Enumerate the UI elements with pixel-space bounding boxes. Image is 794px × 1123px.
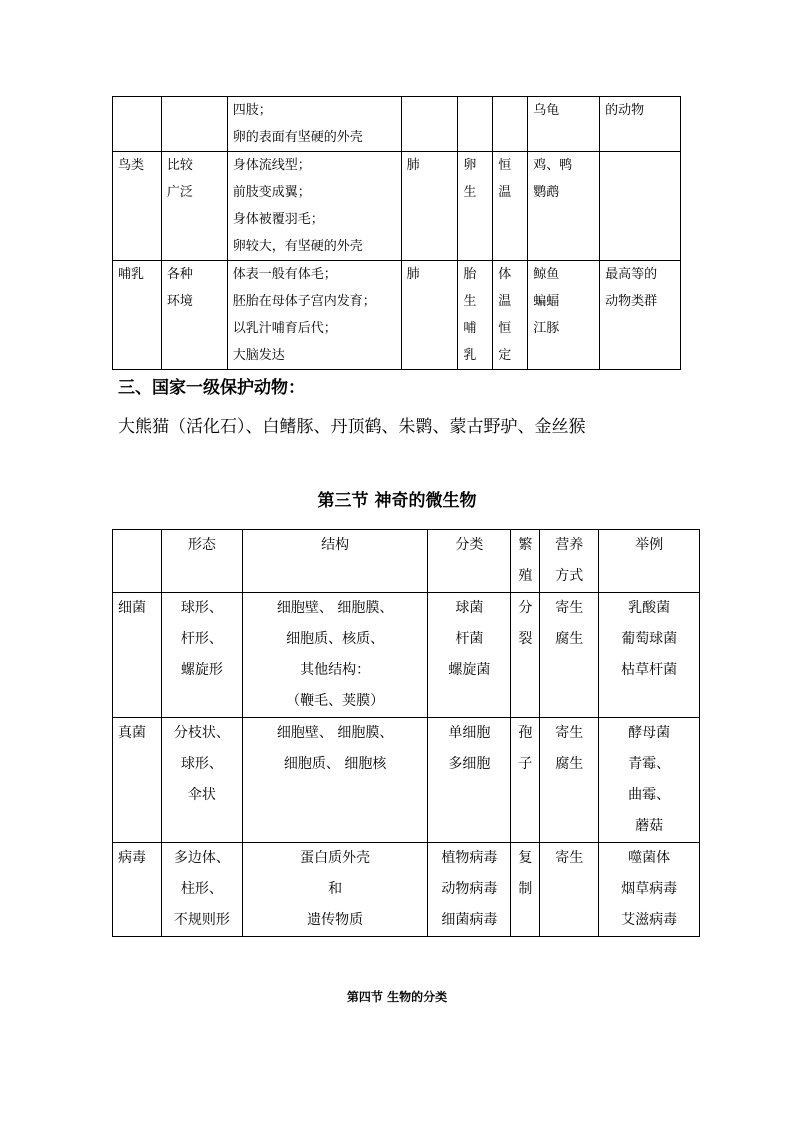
cell-line: 蘑菇 [635,818,664,834]
cell-line: 定 [498,348,512,363]
cell-line: 酵母菌 [628,725,671,741]
cell-line: 细胞质、核质、 [286,631,385,647]
table-cell [528,152,600,261]
cell-line: 制 [518,881,533,897]
cell-line: 曲霉、 [628,787,671,803]
cell-line: 复 [518,850,533,866]
table-cell [599,843,700,937]
cell-line: 多细胞 [448,756,491,772]
table-cell [227,97,401,152]
table-cell [113,97,162,152]
table-cell [401,261,458,370]
cell-line: 球形、 [180,756,223,772]
cell-line: 腐生 [555,756,584,772]
cell-line: 螺旋菌 [448,662,491,678]
table-cell [161,843,242,937]
cell-line: 身体流线型； [232,158,311,173]
cell-line: 球形、 [180,600,223,616]
cell-line: 分 [518,600,533,616]
cell-line: 鸟类 [118,158,145,173]
cell-line: 腐生 [555,631,584,647]
table-cell [528,97,600,152]
protected-animals-list: 大熊猫（活化石）、白鳍豚、丹顶鹤、朱鹮、蒙古野驴、金丝猴 [118,417,586,437]
cell-line: 江豚 [533,321,560,336]
section-heading: 三、国家一级保护动物： [118,378,305,398]
table-cell [540,843,599,937]
table-cell [493,152,528,261]
table-cell [540,718,599,843]
cell-line: 分枝状、 [173,725,230,741]
table-cell [493,97,528,152]
cell-line: 胎 [463,267,477,282]
cell-line: 形态 [187,537,216,553]
cell-line: 最高等的 [605,267,658,282]
table-cell [113,593,162,718]
cell-line: 青霉、 [628,756,671,772]
header-cell [540,530,599,593]
cell-line: 卵较大，有坚硬的外壳 [232,239,363,254]
cell-line: 殖 [518,568,533,584]
table-cell [242,843,428,937]
header-cell [113,530,162,593]
table-cell [161,261,227,370]
cell-line: 的动物 [605,103,645,118]
header-cell [428,530,511,593]
cell-line: 方式 [555,568,584,584]
cell-line: 前肢变成翼； [232,185,311,200]
cell-line: 伞状 [187,787,216,803]
header-cell [599,530,700,593]
table-row [113,261,681,370]
header-cell [242,530,428,593]
table-cell [428,593,511,718]
cell-line: 恒 [498,321,512,336]
cell-line: 和 [328,881,343,897]
table-cell [227,261,401,370]
cell-line: 杆形、 [180,631,223,647]
cell-line: 裂 [518,631,533,647]
cell-line: 生 [463,294,477,309]
table-cell [161,718,242,843]
section-title-microorganisms: 第三节 神奇的微生物 [317,491,477,511]
cell-line: 哺 [463,321,477,336]
cell-line: 鹦鹉 [533,185,560,200]
table-cell [161,152,227,261]
cell-line: 乳 [463,348,477,363]
cell-line: 不规则形 [173,912,230,928]
table-cell [113,261,162,370]
table-cell [401,97,458,152]
section-title-classification: 第四节 生物的分类 [346,990,448,1004]
cell-line: 葡萄球菌 [621,631,678,647]
cell-line: 单细胞 [448,725,491,741]
cell-line: 举例 [635,537,664,553]
cell-line: 结构 [321,537,350,553]
cell-line: 生 [463,185,477,200]
cell-line: 比较 [166,158,193,173]
table-row [113,718,700,843]
table-cell [599,718,700,843]
cell-line: 病毒 [118,850,146,866]
table-cell [528,261,600,370]
microorganism-table [112,529,700,937]
table-cell [428,843,511,937]
cell-line: 螺旋形 [180,662,223,678]
cell-line: 肺 [406,158,420,173]
cell-line: 卵的表面有坚硬的外壳 [232,130,363,145]
table-cell [113,718,162,843]
cell-line: 柱形、 [180,881,223,897]
cell-line: 动物类群 [605,294,658,309]
cell-line: 卵 [463,158,477,173]
table-cell [458,261,493,370]
table-cell [242,593,428,718]
table-cell [493,261,528,370]
cell-line: 哺乳 [118,267,145,282]
cell-line: 寄生 [555,850,584,866]
cell-line: 各种 [166,267,193,282]
cell-line: 植物病毒 [441,850,498,866]
cell-line: 乳酸菌 [628,600,671,616]
cell-line: 其他结构： [300,662,371,678]
table-cell [227,152,401,261]
cell-line: 寄生 [555,600,584,616]
cell-line: 枯草杆菌 [621,662,678,678]
cell-line: 艾滋病毒 [621,912,678,928]
table-cell [600,97,681,152]
cell-line: 多边体、 [173,850,230,866]
cell-line: 烟草病毒 [621,881,678,897]
cell-line: 细胞质、 细胞核 [283,756,387,772]
table-cell [540,593,599,718]
header-cell [511,530,540,593]
cell-line: 温 [498,294,512,309]
cell-line: 动物病毒 [441,881,498,897]
cell-line: 噬菌体 [628,850,671,866]
table-cell [113,152,162,261]
cell-line: 分类 [455,537,484,553]
cell-line: （鞭毛、荚膜） [286,693,385,709]
cell-line: 环境 [166,294,193,309]
table-row [113,97,681,152]
table-cell [599,593,700,718]
cell-line: 蝙蝠 [533,294,560,309]
table-cell [511,593,540,718]
cell-line: 恒 [498,158,512,173]
cell-line: 体 [498,267,512,282]
cell-line: 以乳汁哺育后代； [232,321,337,336]
cell-line: 细胞壁、 细胞膜、 [276,600,394,616]
cell-line: 细胞壁、 细胞膜、 [276,725,394,741]
cell-line: 肺 [406,267,420,282]
table-cell [458,97,493,152]
cell-line: 鸡、鸭 [533,158,573,173]
table-cell [113,843,162,937]
cell-line: 营养 [555,537,584,553]
cell-line: 真菌 [118,725,146,741]
table-cell [511,843,540,937]
cell-line: 蛋白质外壳 [300,850,371,866]
table-cell [511,718,540,843]
cell-line: 繁 [518,537,533,553]
cell-line: 杆菌 [455,631,484,647]
animal-classification-table [112,96,681,370]
table-cell [600,261,681,370]
cell-line: 球菌 [455,600,484,616]
cell-line: 孢 [518,725,533,741]
cell-line: 子 [518,756,533,772]
cell-line: 寄生 [555,725,584,741]
table-cell [428,718,511,843]
table-cell [600,152,681,261]
cell-line: 胚胎在母体子宫内发育； [232,294,376,309]
cell-line: 乌龟 [533,103,560,118]
cell-line: 广泛 [166,185,193,200]
cell-line: 四肢； [232,103,272,118]
cell-line: 体表一般有体毛； [232,267,337,282]
table-cell [161,97,227,152]
table-cell [458,152,493,261]
table-cell [161,593,242,718]
header-row [113,530,700,593]
table-row [113,843,700,937]
table-row [113,152,681,261]
cell-line: 细菌 [118,600,146,616]
table-cell [242,718,428,843]
cell-line: 鲸鱼 [533,267,560,282]
table-row [113,593,700,718]
cell-line: 细菌病毒 [441,912,498,928]
header-cell [161,530,242,593]
cell-line: 大脑发达 [232,348,285,363]
cell-line: 身体被覆羽毛； [232,212,324,227]
cell-line: 遗传物质 [307,912,364,928]
cell-line: 温 [498,185,512,200]
table-cell [401,152,458,261]
